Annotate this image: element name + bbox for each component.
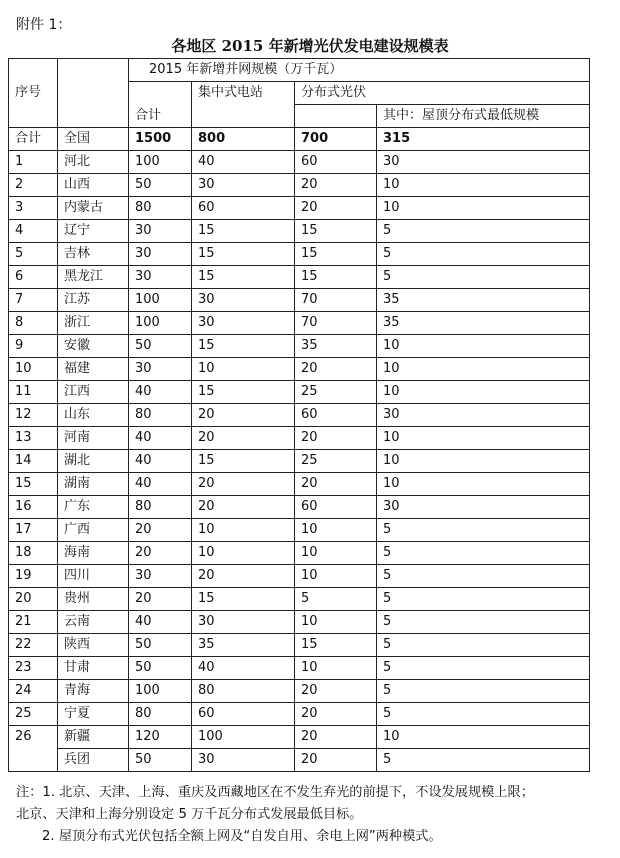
cell-total: 30 xyxy=(129,358,192,381)
cell-region: 河北 xyxy=(58,151,129,174)
cell-distributed: 20 xyxy=(295,174,377,197)
cell-distributed: 10 xyxy=(295,519,377,542)
cell-distributed: 20 xyxy=(295,473,377,496)
cell-seq: 24 xyxy=(9,680,58,703)
cell-central: 100 xyxy=(192,726,295,749)
cell-rooftop: 5 xyxy=(377,657,590,680)
cell-central: 20 xyxy=(192,496,295,519)
header-region-blank xyxy=(58,59,129,128)
table-row xyxy=(9,450,590,473)
cell-distributed: 70 xyxy=(295,312,377,335)
cell-region: 陕西 xyxy=(58,634,129,657)
cell-central: 40 xyxy=(192,151,295,174)
cell-seq: 7 xyxy=(9,289,58,312)
cell-total: 40 xyxy=(129,611,192,634)
cell-central: 30 xyxy=(192,611,295,634)
summary-seq: 合计 xyxy=(9,128,58,151)
table-row xyxy=(9,266,590,289)
cell-seq: 6 xyxy=(9,266,58,289)
header-seq: 序号 xyxy=(9,59,58,128)
cell-seq: 26 xyxy=(9,726,58,772)
table-row xyxy=(9,726,590,749)
cell-rooftop: 5 xyxy=(377,680,590,703)
cell-seq: 4 xyxy=(9,220,58,243)
header-distributed-blank xyxy=(295,105,377,128)
cell-seq: 18 xyxy=(9,542,58,565)
cell-rooftop: 10 xyxy=(377,726,590,749)
cell-seq: 23 xyxy=(9,657,58,680)
summary-total: 1500 xyxy=(129,128,192,151)
cell-total: 40 xyxy=(129,473,192,496)
cell-seq: 11 xyxy=(9,381,58,404)
cell-total: 30 xyxy=(129,243,192,266)
cell-total: 120 xyxy=(129,726,192,749)
table-row xyxy=(9,473,590,496)
cell-rooftop: 10 xyxy=(377,450,590,473)
cell-total: 40 xyxy=(129,427,192,450)
note-2: 2. 屋顶分布式光伏包括全额上网及“自发自用、余电上网”两种模式。 xyxy=(42,829,442,844)
cell-distributed: 10 xyxy=(295,565,377,588)
cell-region: 江苏 xyxy=(58,289,129,312)
table-row xyxy=(9,588,590,611)
cell-region: 浙江 xyxy=(58,312,129,335)
cell-rooftop: 5 xyxy=(377,220,590,243)
cell-seq: 16 xyxy=(9,496,58,519)
cell-seq: 25 xyxy=(9,703,58,726)
cell-central: 15 xyxy=(192,266,295,289)
cell-region: 贵州 xyxy=(58,588,129,611)
cell-rooftop: 5 xyxy=(377,565,590,588)
cell-distributed: 15 xyxy=(295,220,377,243)
cell-central: 20 xyxy=(192,473,295,496)
cell-rooftop: 30 xyxy=(377,404,590,427)
cell-region: 甘肃 xyxy=(58,657,129,680)
cell-region: 广西 xyxy=(58,519,129,542)
cell-rooftop: 5 xyxy=(377,611,590,634)
cell-rooftop: 30 xyxy=(377,496,590,519)
cell-region: 海南 xyxy=(58,542,129,565)
summary-rooftop: 315 xyxy=(377,128,590,151)
table-row xyxy=(9,611,590,634)
cell-seq: 3 xyxy=(9,197,58,220)
cell-rooftop: 10 xyxy=(377,381,590,404)
cell-distributed: 15 xyxy=(295,634,377,657)
cell-distributed: 15 xyxy=(295,243,377,266)
cell-region: 云南 xyxy=(58,611,129,634)
cell-seq: 20 xyxy=(9,588,58,611)
header-distributed: 分布式光伏 xyxy=(295,82,590,105)
cell-seq: 21 xyxy=(9,611,58,634)
cell-total: 50 xyxy=(129,749,192,772)
cell-region: 宁夏 xyxy=(58,703,129,726)
cell-total: 20 xyxy=(129,588,192,611)
note-1: 注：1. 北京、天津、上海、重庆及西藏地区在不发生弃光的前提下，不设发展规模上限； xyxy=(16,785,534,800)
cell-central: 20 xyxy=(192,427,295,450)
cell-rooftop: 35 xyxy=(377,289,590,312)
cell-central: 35 xyxy=(192,634,295,657)
cell-total: 100 xyxy=(129,151,192,174)
header-group: 2015 年新增并网规模（万千瓦） xyxy=(129,59,590,82)
cell-distributed: 10 xyxy=(295,657,377,680)
table-row xyxy=(9,542,590,565)
cell-total: 80 xyxy=(129,404,192,427)
table-title: 各地区 2015 年新增光伏发电建设规模表 xyxy=(171,37,449,55)
cell-region: 黑龙江 xyxy=(58,266,129,289)
cell-distributed: 20 xyxy=(295,749,377,772)
cell-region: 广东 xyxy=(58,496,129,519)
cell-total: 50 xyxy=(129,634,192,657)
cell-region: 内蒙古 xyxy=(58,197,129,220)
cell-seq: 22 xyxy=(9,634,58,657)
cell-rooftop: 5 xyxy=(377,588,590,611)
cell-total: 80 xyxy=(129,496,192,519)
cell-region: 山东 xyxy=(58,404,129,427)
cell-seq: 13 xyxy=(9,427,58,450)
cell-seq: 15 xyxy=(9,473,58,496)
table-row xyxy=(9,381,590,404)
cell-distributed: 5 xyxy=(295,588,377,611)
cell-distributed: 70 xyxy=(295,289,377,312)
cell-total: 80 xyxy=(129,703,192,726)
cell-distributed: 20 xyxy=(295,680,377,703)
cell-rooftop: 10 xyxy=(377,197,590,220)
cell-rooftop: 10 xyxy=(377,335,590,358)
cell-central: 10 xyxy=(192,542,295,565)
cell-rooftop: 10 xyxy=(377,174,590,197)
cell-rooftop: 5 xyxy=(377,703,590,726)
header-total: 合计 xyxy=(129,82,192,128)
table-row xyxy=(9,703,590,726)
table-row xyxy=(9,220,590,243)
table-row xyxy=(9,404,590,427)
cell-region: 安徽 xyxy=(58,335,129,358)
cell-central: 40 xyxy=(192,657,295,680)
cell-rooftop: 5 xyxy=(377,243,590,266)
cell-total: 20 xyxy=(129,542,192,565)
cell-central: 15 xyxy=(192,381,295,404)
cell-total: 40 xyxy=(129,381,192,404)
attachment-label: 附件 1： xyxy=(16,17,72,33)
cell-rooftop: 10 xyxy=(377,473,590,496)
cell-total: 50 xyxy=(129,657,192,680)
cell-distributed: 60 xyxy=(295,404,377,427)
cell-central: 15 xyxy=(192,335,295,358)
cell-seq: 19 xyxy=(9,565,58,588)
cell-seq: 14 xyxy=(9,450,58,473)
table-row xyxy=(9,358,590,381)
cell-distributed: 60 xyxy=(295,151,377,174)
table-row xyxy=(9,427,590,450)
cell-central: 10 xyxy=(192,519,295,542)
table-row xyxy=(9,174,590,197)
table-row xyxy=(9,197,590,220)
cell-region: 青海 xyxy=(58,680,129,703)
cell-rooftop: 5 xyxy=(377,266,590,289)
cell-total: 100 xyxy=(129,312,192,335)
cell-total: 80 xyxy=(129,197,192,220)
cell-distributed: 20 xyxy=(295,726,377,749)
table-row xyxy=(9,519,590,542)
cell-region: 新疆 xyxy=(58,726,129,749)
cell-central: 15 xyxy=(192,220,295,243)
summary-central: 800 xyxy=(192,128,295,151)
header-rooftop: 其中：屋顶分布式最低规模 xyxy=(377,105,590,128)
cell-rooftop: 5 xyxy=(377,519,590,542)
cell-rooftop: 35 xyxy=(377,312,590,335)
table-row xyxy=(9,312,590,335)
cell-total: 100 xyxy=(129,680,192,703)
table-row xyxy=(9,289,590,312)
table-row xyxy=(9,634,590,657)
cell-region: 福建 xyxy=(58,358,129,381)
cell-region: 江西 xyxy=(58,381,129,404)
header-central: 集中式电站 xyxy=(192,82,295,128)
table-row xyxy=(9,565,590,588)
table-row xyxy=(9,335,590,358)
table-row xyxy=(9,243,590,266)
cell-seq: 8 xyxy=(9,312,58,335)
cell-central: 15 xyxy=(192,450,295,473)
cell-region: 辽宁 xyxy=(58,220,129,243)
cell-seq: 17 xyxy=(9,519,58,542)
cell-central: 60 xyxy=(192,703,295,726)
cell-total: 100 xyxy=(129,289,192,312)
cell-distributed: 20 xyxy=(295,703,377,726)
cell-total: 40 xyxy=(129,450,192,473)
cell-distributed: 25 xyxy=(295,381,377,404)
cell-central: 30 xyxy=(192,749,295,772)
table-row xyxy=(9,657,590,680)
cell-total: 30 xyxy=(129,266,192,289)
cell-central: 30 xyxy=(192,312,295,335)
table-row xyxy=(9,151,590,174)
cell-central: 15 xyxy=(192,243,295,266)
cell-distributed: 60 xyxy=(295,496,377,519)
cell-distributed: 20 xyxy=(295,427,377,450)
cell-region: 河南 xyxy=(58,427,129,450)
cell-region: 山西 xyxy=(58,174,129,197)
cell-seq: 5 xyxy=(9,243,58,266)
notes xyxy=(16,782,534,848)
cell-seq: 12 xyxy=(9,404,58,427)
cell-seq: 9 xyxy=(9,335,58,358)
cell-distributed: 25 xyxy=(295,450,377,473)
cell-rooftop: 5 xyxy=(377,542,590,565)
cell-central: 10 xyxy=(192,358,295,381)
cell-rooftop: 30 xyxy=(377,151,590,174)
cell-distributed: 15 xyxy=(295,266,377,289)
cell-region: 四川 xyxy=(58,565,129,588)
cell-distributed: 10 xyxy=(295,611,377,634)
cell-central: 20 xyxy=(192,404,295,427)
cell-seq: 2 xyxy=(9,174,58,197)
table-row xyxy=(9,680,590,703)
summary-distributed: 700 xyxy=(295,128,377,151)
table-row xyxy=(9,496,590,519)
cell-total: 50 xyxy=(129,335,192,358)
summary-row xyxy=(9,128,590,151)
table-row xyxy=(9,749,590,772)
cell-total: 30 xyxy=(129,565,192,588)
cell-distributed: 20 xyxy=(295,358,377,381)
note-1-cont: 北京、天津和上海分别设定 5 万千瓦分布式发展最低目标。 xyxy=(16,807,363,822)
cell-total: 50 xyxy=(129,174,192,197)
cell-central: 20 xyxy=(192,565,295,588)
summary-region: 全国 xyxy=(58,128,129,151)
cell-rooftop: 5 xyxy=(377,634,590,657)
capacity-table xyxy=(8,58,590,772)
cell-central: 80 xyxy=(192,680,295,703)
cell-region: 湖南 xyxy=(58,473,129,496)
cell-region: 兵团 xyxy=(58,749,129,772)
cell-distributed: 20 xyxy=(295,197,377,220)
cell-total: 30 xyxy=(129,220,192,243)
cell-rooftop: 10 xyxy=(377,358,590,381)
cell-central: 30 xyxy=(192,289,295,312)
cell-central: 15 xyxy=(192,588,295,611)
cell-region: 吉林 xyxy=(58,243,129,266)
cell-central: 60 xyxy=(192,197,295,220)
cell-region: 湖北 xyxy=(58,450,129,473)
cell-rooftop: 5 xyxy=(377,749,590,772)
cell-seq: 10 xyxy=(9,358,58,381)
cell-distributed: 35 xyxy=(295,335,377,358)
cell-central: 30 xyxy=(192,174,295,197)
cell-distributed: 10 xyxy=(295,542,377,565)
cell-seq: 1 xyxy=(9,151,58,174)
cell-rooftop: 10 xyxy=(377,427,590,450)
cell-total: 20 xyxy=(129,519,192,542)
